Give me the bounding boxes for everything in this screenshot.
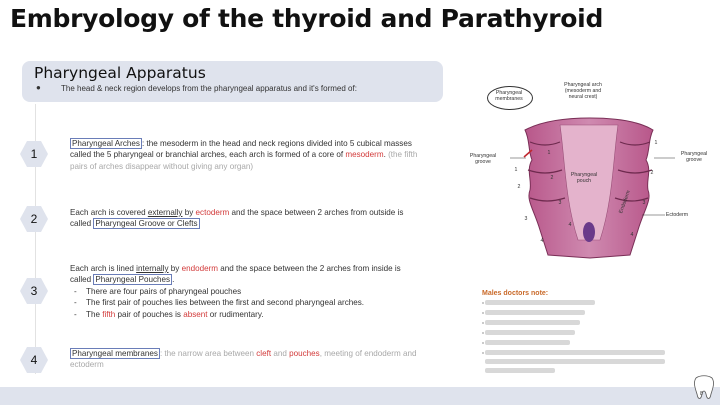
item-marker-1 [19,139,49,169]
label-endoderm: Endoderm [618,189,632,215]
paragraph-membranes: Pharyngeal membranes : the narrow area between cleft and pouches, meeting of endoderm and ectoderm [70,349,417,370]
intro-bullet: ● [36,83,41,92]
label-ectoderm: Ectoderm [665,212,689,218]
label-groove-right: Pharyngeal groove [680,151,708,163]
paragraph-pouches: Each arch is lined internally by endoderm and the space between the 2 arches from inside is called Pharyngeal Pouches . - There are four pairs of pharyngeal pouches - The first pair of pouches lies between the first and second pharyngeal arches. - The fifth pair of pouches is absent or rudimentary. [70,263,440,320]
paragraph-arches: Pharyngeal Arches : the mesoderm in the head and neck regions divided into 5 cubical masses called the 5 pharyngeal or branchial arches, each arch is formed of a core of mesoderm. (the fifth pairs of arches disappear without giving any organ) [70,139,418,171]
term-ectoderm: ectoderm [195,208,230,217]
section-title: Pharyngeal Apparatus [34,64,206,82]
item-number: 1 [30,147,38,161]
arch-number: 2 [517,184,521,190]
paragraph-grooves: Each arch is covered externally by ectoderm and the space between 2 arches from outside is called Pharyngeal Groove or Clefts [70,208,404,229]
arch-number: 1 [654,140,658,146]
arch-number: 4 [540,238,544,244]
arch-number: 3 [524,216,528,222]
label-pouch: Pharyngeal pouch [570,172,598,184]
intro-text: The head & neck region develops from the pharyngeal apparatus and it's formed of: [61,84,357,93]
label-groove-left: Pharyngeal groove [469,153,497,165]
item-marker-4 [19,345,49,375]
label-arch: Pharyngeal arch (mesoderm and neural crest) [564,82,602,100]
arch-number: 2 [650,170,654,176]
item-number: 3 [30,284,38,298]
pouch-number: 4 [568,222,572,228]
term-absent: absent [183,309,208,319]
page-number: 8 [700,391,703,397]
term-mesoderm: mesoderm [345,150,384,160]
term-internally: internally [136,264,169,273]
notes-title: Males doctors note: [482,290,549,297]
tooth-logo-icon [691,374,717,402]
sub-bullet-1: - There are four pairs of pharyngeal pouches [74,286,242,296]
note-fifth-arch: (the fifth pairs of arches disappear without giving any organ) [70,150,418,171]
footer-bar [0,387,720,405]
item-marker-2 [19,204,49,234]
term-pharyngeal-arches: Pharyngeal Arches [72,139,140,148]
term-pouches: pouches [289,349,320,358]
term-pharyngeal-membranes: Pharyngeal membranes [72,349,158,358]
pouch-number: 1 [547,150,551,156]
arch-number: 4 [630,232,634,238]
item-marker-3 [19,276,49,306]
label-membranes: Pharyngeal membranes [495,90,523,102]
item-number: 4 [30,353,38,367]
slide-title: Embryology of the thyroid and Parathyroid [10,4,604,33]
arch-number: 1 [514,167,518,173]
pouch-number: 3 [558,200,562,206]
pouch-number: 2 [550,175,554,181]
term-pharyngeal-groove: Pharyngeal Groove or Clefts [95,219,198,229]
arch-number: 3 [642,200,646,206]
term-endoderm: endoderm [181,264,219,273]
term-pharyngeal-pouches: Pharyngeal Pouches [95,275,171,285]
term-fifth: fifth [102,309,116,319]
term-cleft: cleft [256,349,272,358]
item-number: 2 [30,212,38,226]
sub-bullet-2: - The first pair of pouches lies between the first and second pharyngeal arches. [74,298,365,308]
term-externally: externally [147,208,183,217]
sub-bullet-3: - The fifth pair of pouches is absent or rudimentary. [74,309,264,319]
